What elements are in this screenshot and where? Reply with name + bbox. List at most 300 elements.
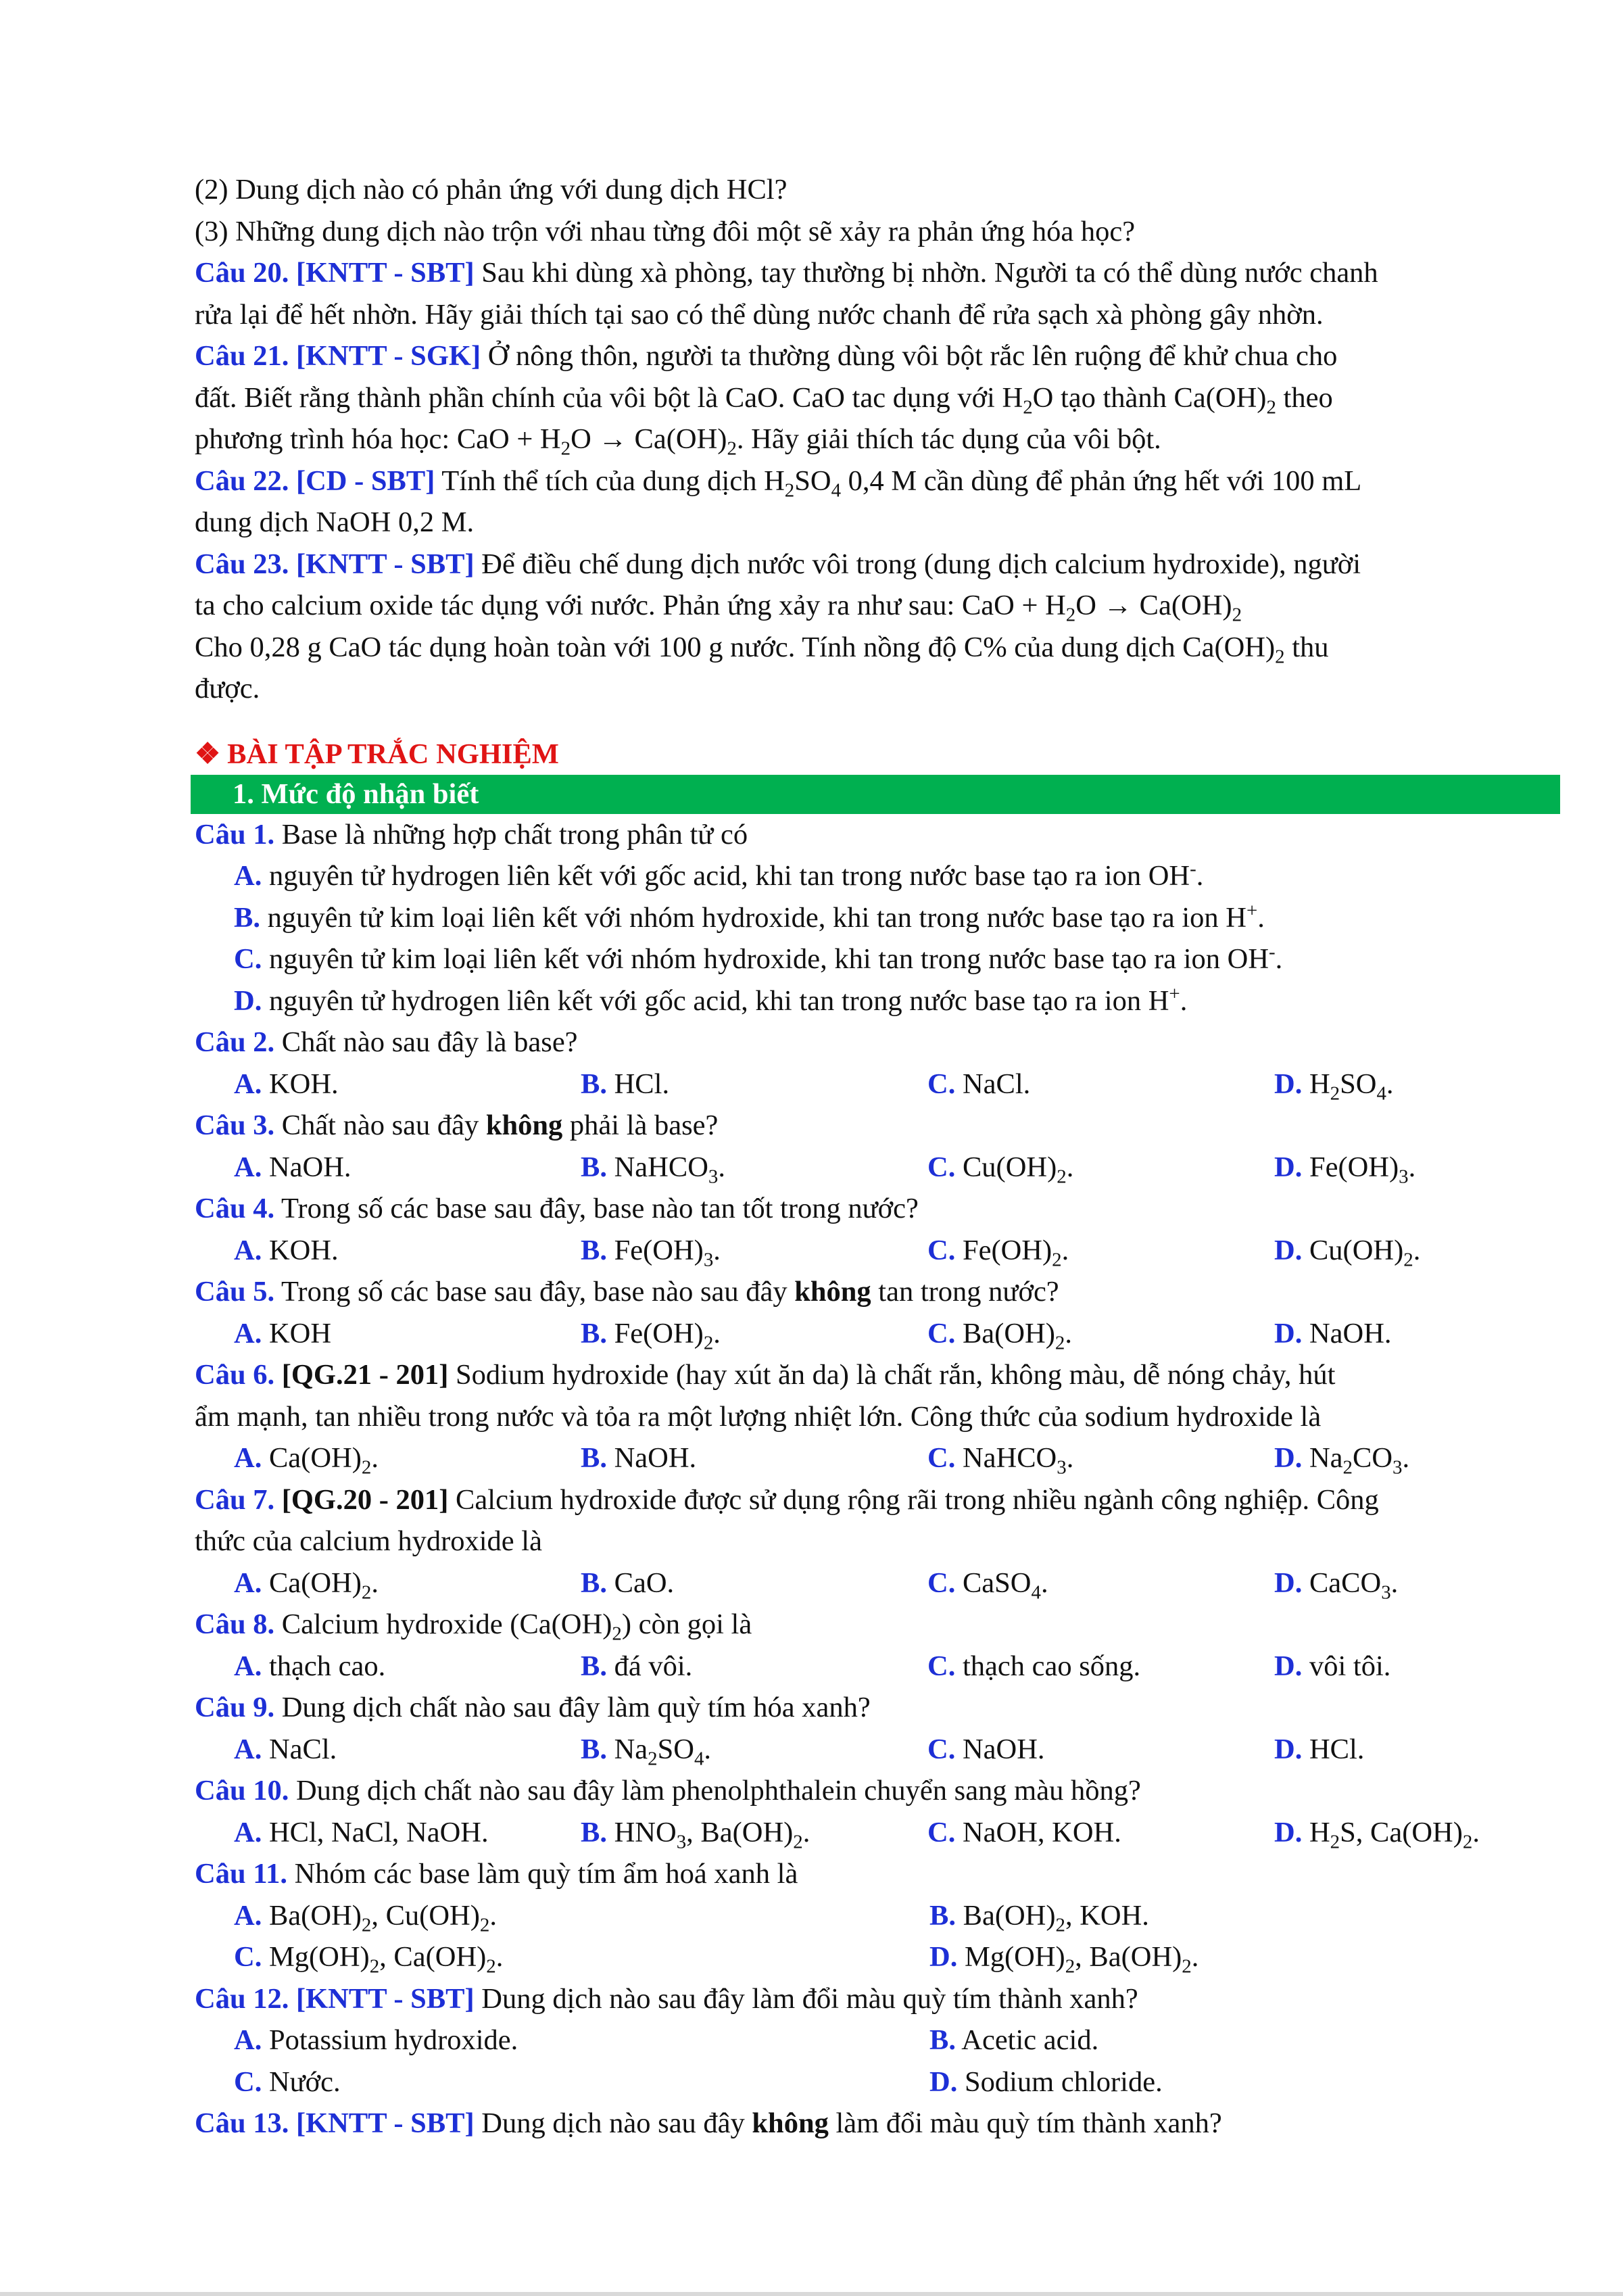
option-letter: C.: [927, 1317, 956, 1349]
option-text: Ca(OH): [262, 1566, 362, 1599]
superscript: +: [1169, 982, 1180, 1005]
option-letter: A.: [234, 1899, 262, 1932]
text: .: [1275, 943, 1283, 975]
options-row: [195, 1313, 1522, 1355]
option-B: [581, 1063, 927, 1105]
option-text: KOH.: [262, 1234, 339, 1266]
option-B: [581, 1646, 927, 1688]
option-C: [927, 1147, 1274, 1189]
option-C: [927, 1646, 1274, 1688]
option-text: Ba(OH): [955, 1899, 1056, 1932]
diamond-icon: ❖: [195, 738, 221, 770]
text: . Hãy giải thích tác dụng của vôi bột.: [736, 423, 1161, 455]
option-text: nguyên tử kim loại liên kết với nhóm hydroxide, khi tan trong nước base tạo ra ion OH: [262, 943, 1269, 975]
emphasis: không: [485, 1109, 563, 1141]
option-text: Ba(OH): [955, 1317, 1055, 1349]
question-label: Câu 10.: [195, 1775, 289, 1807]
option-letter: C.: [234, 1941, 262, 1973]
question-label: Câu 3.: [195, 1109, 275, 1141]
option-text: Fe(OH): [606, 1234, 704, 1266]
option-letter: C.: [927, 1650, 956, 1682]
option-C: [195, 938, 1522, 980]
option-B: [581, 1562, 927, 1604]
essay-question-22-cont: dung dịch NaOH 0,2 M.: [195, 506, 475, 538]
options-row: [195, 2061, 1522, 2103]
subscript: 2: [1065, 1955, 1075, 1978]
options-row: [195, 1936, 1522, 1978]
text: .: [371, 1442, 379, 1474]
subscript: 2: [361, 1914, 372, 1936]
question-text: làm đổi màu quỳ tím thành xanh?: [828, 2107, 1222, 2139]
option-text: NaOH.: [262, 1151, 352, 1183]
subscript: 3: [708, 1166, 719, 1187]
question-label: Câu 21. [KNTT - SGK]: [195, 340, 481, 372]
question-label: Câu 2.: [195, 1026, 275, 1058]
option-D: [1274, 1812, 1480, 1854]
question-label: Câu 13. [KNTT - SBT]: [195, 2107, 475, 2139]
question-text: Sau khi dùng xà phòng, tay thường bị nhờn. Người ta có thể dùng nước chanh: [474, 257, 1378, 289]
option-letter: B.: [581, 1733, 607, 1765]
subscript: 2: [1275, 646, 1285, 667]
text: phương trình hóa học: CaO + H: [195, 423, 561, 455]
option-text: HNO: [606, 1816, 677, 1848]
superscript: +: [1246, 899, 1258, 922]
subscript: 2: [1403, 1249, 1413, 1270]
text: .: [1257, 901, 1265, 934]
subscript: 4: [831, 479, 842, 501]
option-text: HCl.: [606, 1068, 670, 1100]
mc-question-7: [195, 1479, 1522, 1521]
question-label: Câu 6.: [195, 1359, 275, 1391]
question-label: Câu 1.: [195, 818, 275, 851]
option-letter: C.: [927, 1068, 956, 1100]
option-B: [581, 1729, 927, 1771]
source-tag: [QG.20 - 201]: [274, 1483, 449, 1516]
option-D: [195, 980, 1522, 1022]
option-B: [581, 1230, 927, 1272]
option-letter: A.: [234, 1068, 262, 1100]
option-C: [927, 1063, 1274, 1105]
option-D: [1274, 1437, 1409, 1479]
section-title: BÀI TẬP TRẮC NGHIỆM: [227, 738, 559, 770]
option-letter: B.: [581, 1234, 607, 1266]
option-letter: C.: [234, 2065, 262, 2098]
subscript: 2: [361, 1581, 372, 1603]
subscript: 2: [1182, 1955, 1192, 1978]
text: .: [713, 1234, 721, 1266]
option-A: [234, 1147, 581, 1189]
subscript: 2: [1052, 1249, 1062, 1270]
options-row: [195, 1895, 1522, 1937]
mc-question-3: [195, 1105, 1522, 1147]
option-letter: D.: [929, 1941, 958, 1973]
essay-question-20: [195, 252, 1522, 294]
question-label: Câu 12. [KNTT - SBT]: [195, 1982, 475, 2015]
subscript: 2: [1065, 604, 1076, 626]
subscript: 2: [361, 1456, 372, 1479]
text: theo: [1276, 381, 1333, 414]
text: S, Ca(OH): [1340, 1816, 1463, 1848]
option-text: thạch cao sống.: [955, 1650, 1141, 1682]
option-text: Mg(OH): [262, 1941, 370, 1973]
option-D: [1274, 1063, 1394, 1105]
page-bottom-rule: [0, 2292, 1623, 2296]
option-letter: B.: [581, 1650, 607, 1682]
option-letter: A.: [234, 860, 262, 892]
option-text: Ba(OH): [262, 1899, 362, 1932]
essay-question-20-cont: rửa lại để hết nhờn. Hãy giải thích tại sao có thể dùng nước chanh để rửa sạch xà phòng gây nhờn.: [195, 298, 1324, 331]
option-text: H: [1302, 1816, 1330, 1848]
text: .: [802, 1816, 810, 1848]
option-D: [1274, 1313, 1392, 1355]
option-letter: C.: [927, 1442, 956, 1474]
question-text: Ở nông thôn, người ta thường dùng vôi bột rắc lên ruộng để khử chua cho: [481, 340, 1338, 372]
text: , KOH.: [1065, 1899, 1149, 1932]
option-A: [234, 1812, 581, 1854]
question-label: Câu 5.: [195, 1276, 275, 1308]
option-letter: A.: [234, 1816, 262, 1848]
options-row: [195, 1437, 1522, 1479]
text: .: [1065, 1317, 1072, 1349]
text: .: [1390, 1566, 1399, 1599]
option-letter: D.: [1274, 1442, 1303, 1474]
text: .: [1408, 1151, 1416, 1183]
text: .: [489, 1899, 497, 1932]
text: Cho 0,28 g CaO tác dụng hoàn toàn với 100 g nước. Tính nồng độ C% của dung dịch Ca(OH): [195, 631, 1276, 663]
option-D: [1274, 1562, 1398, 1604]
option-B: [581, 1812, 927, 1854]
option-text: CaSO: [955, 1566, 1032, 1599]
superscript: -: [1190, 857, 1196, 880]
option-A: [234, 1729, 581, 1771]
essay-question-22: [195, 460, 1522, 502]
subscript: 2: [560, 437, 571, 460]
option-A: [234, 1646, 581, 1688]
option-D: [929, 2061, 1163, 2103]
subscript: 4: [694, 1748, 704, 1769]
question-text: Trong số các base sau đây, base nào sau đây: [274, 1276, 795, 1308]
intro-question-3: (3) Những dung dịch nào trộn với nhau từng đôi một sẽ xảy ra phản ứng hóa học?: [195, 215, 1136, 247]
option-letter: A.: [234, 1566, 262, 1599]
mc-question-12: [195, 1978, 1522, 2020]
text: SO: [1340, 1068, 1377, 1100]
options-row: [195, 1063, 1522, 1105]
question-text: Chất nào sau đây: [274, 1109, 486, 1141]
question-label: Câu 9.: [195, 1692, 275, 1723]
option-text: NaOH.: [1302, 1317, 1392, 1349]
subscript: 2: [1462, 1831, 1473, 1852]
option-A: [234, 1437, 581, 1479]
option-D: [929, 1936, 1198, 1978]
text: .: [1061, 1234, 1069, 1266]
option-text: NaCl.: [955, 1068, 1031, 1100]
subscript: 3: [1392, 1456, 1403, 1479]
option-text: HCl, NaCl, NaOH.: [262, 1816, 489, 1848]
text: , Ca(OH): [379, 1941, 487, 1973]
option-letter: B.: [234, 901, 260, 934]
question-label: Câu 23. [KNTT - SBT]: [195, 548, 475, 580]
subscript: 2: [1330, 1831, 1340, 1852]
text: .: [1191, 1941, 1199, 1973]
option-text: thạch cao.: [262, 1650, 386, 1682]
option-letter: C.: [927, 1733, 956, 1765]
option-D: [1274, 1729, 1364, 1771]
option-D: [1274, 1230, 1420, 1272]
superscript: -: [1269, 940, 1276, 963]
question-text: Trong số các base sau đây, base nào tan tốt trong nước?: [274, 1193, 919, 1224]
option-letter: D.: [1274, 1151, 1303, 1183]
option-text: Fe(OH): [606, 1317, 704, 1349]
subscript: 2: [703, 1332, 714, 1354]
text: O → Ca(OH): [571, 423, 727, 455]
option-text: Fe(OH): [955, 1234, 1052, 1266]
subscript: 2: [1330, 1082, 1340, 1104]
mc-question-2: [195, 1022, 1522, 1063]
mc-question-8: [195, 1604, 1522, 1646]
option-text: NaOH.: [606, 1442, 697, 1474]
subscript: 2: [486, 1955, 496, 1978]
subscript: 2: [727, 437, 737, 460]
option-text: Nước.: [262, 2065, 341, 2098]
subscript: 2: [648, 1748, 658, 1769]
text: .: [1386, 1068, 1394, 1100]
mc-question-7-cont: thức của calcium hydroxide là: [195, 1525, 542, 1557]
text: 0,4 M cần dùng để phản ứng hết với 100 mL: [841, 464, 1362, 497]
text: .: [1413, 1234, 1421, 1266]
question-text: Dung dịch chất nào sau đây làm phenolphthalein chuyển sang màu hồng?: [289, 1775, 1141, 1807]
subscript: 2: [1023, 396, 1033, 418]
mc-question-9: [195, 1687, 1522, 1729]
text: , Ba(OH): [686, 1816, 794, 1848]
text: , Cu(OH): [371, 1899, 480, 1932]
subscript: 2: [1055, 1914, 1065, 1936]
mc-question-4: [195, 1188, 1522, 1230]
text: .: [1196, 860, 1204, 892]
text: .: [1402, 1442, 1410, 1474]
option-C: [927, 1437, 1274, 1479]
option-letter: D.: [1274, 1068, 1303, 1100]
level-banner: 1. Mức độ nhận biết: [191, 775, 1560, 814]
text: Tính thể tích của dung dịch H: [435, 464, 785, 497]
option-letter: B.: [581, 1566, 607, 1599]
option-letter: B.: [581, 1816, 607, 1848]
text: .: [1040, 1566, 1048, 1599]
option-A: [195, 855, 1522, 897]
option-B: [581, 1313, 927, 1355]
option-B: [195, 897, 1522, 939]
option-letter: B.: [581, 1068, 607, 1100]
option-text: NaOH.: [955, 1733, 1045, 1765]
subscript: 4: [1031, 1581, 1041, 1603]
text: .: [1180, 984, 1188, 1017]
question-label: Câu 8.: [195, 1608, 275, 1640]
option-letter: C.: [927, 1816, 956, 1848]
question-label: Câu 7.: [195, 1483, 275, 1516]
option-letter: D.: [1274, 1733, 1303, 1765]
option-text: NaHCO: [955, 1442, 1057, 1474]
option-text: CaO.: [606, 1566, 675, 1599]
option-text: Fe(OH): [1302, 1151, 1399, 1183]
subscript: 2: [784, 479, 795, 501]
option-letter: A.: [234, 1151, 262, 1183]
text: .: [713, 1317, 721, 1349]
text: .: [704, 1733, 712, 1765]
option-text: nguyên tử hydrogen liên kết với gốc acid, khi tan trong nước base tạo ra ion H: [262, 984, 1169, 1017]
options-row: [195, 1147, 1522, 1189]
option-D: [1274, 1147, 1415, 1189]
question-text: Base là những hợp chất trong phân tử có: [274, 818, 748, 851]
question-label: Câu 4.: [195, 1193, 275, 1224]
subscript: 2: [793, 1831, 803, 1852]
option-C: [927, 1812, 1274, 1854]
subscript: 2: [1266, 396, 1276, 418]
option-A: [234, 1230, 581, 1272]
option-letter: D.: [1274, 1816, 1303, 1848]
subscript: 4: [1376, 1082, 1386, 1104]
option-A: [234, 2019, 929, 2061]
mc-question-6-cont: ẩm mạnh, tan nhiều trong nước và tỏa ra một lượng nhiệt lớn. Công thức của sodium hydroxide là: [195, 1400, 1322, 1433]
options-row: [195, 1812, 1522, 1854]
subscript: 2: [1057, 1166, 1067, 1187]
option-letter: C.: [927, 1566, 956, 1599]
essay-question-21: [195, 335, 1522, 377]
question-text: Dung dịch nào sau đây: [474, 2107, 752, 2139]
option-text: Potassium hydroxide.: [262, 2024, 518, 2056]
mc-question-13: [195, 2103, 1522, 2145]
option-text: CaCO: [1302, 1566, 1382, 1599]
option-B: [581, 1437, 927, 1479]
option-A: [234, 1895, 929, 1937]
question-text: Dung dịch chất nào sau đây làm quỳ tím hóa xanh?: [274, 1692, 871, 1723]
essay-question-23-cont2: [195, 627, 1522, 669]
mc-question-5: [195, 1271, 1522, 1313]
mc-question-1: [195, 814, 1522, 856]
subscript: 3: [1057, 1456, 1067, 1479]
text: SO: [794, 464, 831, 497]
option-C: [927, 1729, 1274, 1771]
option-text: Na: [606, 1733, 648, 1765]
option-B: [929, 2019, 1098, 2061]
subscript: 2: [369, 1955, 380, 1978]
question-label: Câu 11.: [195, 1858, 287, 1890]
option-text: Na: [1302, 1442, 1343, 1474]
option-text: vôi tôi.: [1302, 1650, 1391, 1682]
option-letter: A.: [234, 1317, 262, 1349]
essay-question-21-cont: [195, 377, 1522, 419]
essay-question-23: [195, 544, 1522, 585]
text: O → Ca(OH): [1075, 590, 1232, 621]
options-row: [195, 2019, 1522, 2061]
option-A: [234, 1063, 581, 1105]
option-text: KOH.: [262, 1068, 339, 1100]
text: O tạo thành Ca(OH): [1032, 381, 1267, 414]
option-letter: C.: [927, 1151, 956, 1183]
mc-question-11: [195, 1853, 1522, 1895]
question-text: tan trong nước?: [871, 1276, 1059, 1308]
option-text: KOH: [262, 1317, 332, 1349]
mc-question-10: [195, 1770, 1522, 1812]
option-letter: D.: [929, 2065, 958, 2098]
option-C: [927, 1230, 1274, 1272]
subscript: 2: [1055, 1332, 1065, 1354]
subscript: 2: [1342, 1456, 1353, 1479]
options-row: [195, 1729, 1522, 1771]
options-row: [195, 1646, 1522, 1688]
section-heading: [195, 734, 1522, 775]
text: .: [1066, 1442, 1074, 1474]
text: .: [718, 1151, 725, 1183]
question-text: Sodium hydroxide (hay xút ăn da) là chất rắn, không màu, dễ nóng chảy, hút: [448, 1359, 1336, 1391]
source-tag: [QG.21 - 201]: [274, 1359, 449, 1391]
question-text: Dung dịch nào sau đây làm đổi màu quỳ tím thành xanh?: [474, 1982, 1138, 2015]
text: CO: [1352, 1442, 1393, 1474]
subscript: 3: [703, 1249, 714, 1270]
option-letter: B.: [581, 1317, 607, 1349]
option-letter: D.: [234, 984, 262, 1017]
option-C: [234, 1936, 929, 1978]
subscript: 3: [1399, 1166, 1409, 1187]
text: Để điều chế dung dịch nước vôi trong (dung dịch calcium hydroxide), người: [474, 548, 1361, 580]
text: SO: [657, 1733, 694, 1765]
question-label: Câu 20. [KNTT - SBT]: [195, 257, 475, 289]
option-text: NaCl.: [262, 1733, 337, 1765]
question-text: Calcium hydroxide (Ca(OH): [274, 1608, 612, 1640]
option-letter: D.: [1274, 1566, 1303, 1599]
option-text: Cu(OH): [1302, 1234, 1404, 1266]
option-text: đá vôi.: [606, 1650, 693, 1682]
option-text: nguyên tử hydrogen liên kết với gốc acid, khi tan trong nước base tạo ra ion OH: [262, 860, 1190, 892]
essay-question-23-cont: [195, 585, 1522, 627]
option-text: NaOH, KOH.: [955, 1816, 1121, 1848]
question-text: Calcium hydroxide được sử dụng rộng rãi trong nhiều ngành công nghiệp. Công: [448, 1483, 1379, 1516]
text: .: [371, 1566, 379, 1599]
mc-question-6: [195, 1354, 1522, 1396]
option-letter: D.: [1274, 1317, 1303, 1349]
text: .: [495, 1941, 504, 1973]
intro-question-2: (2) Dung dịch nào có phản ứng với dung dịch HCl?: [195, 174, 788, 206]
option-text: Sodium chloride.: [957, 2065, 1163, 2098]
option-text: Acetic acid.: [955, 2024, 1099, 2056]
option-letter: A.: [234, 1234, 262, 1266]
option-letter: D.: [1274, 1234, 1303, 1266]
question-text: Nhóm các base làm quỳ tím ẩm hoá xanh là: [287, 1858, 798, 1890]
option-text: NaHCO: [606, 1151, 708, 1183]
text: thu: [1284, 631, 1329, 663]
option-letter: B.: [929, 2024, 956, 2056]
text: .: [1472, 1816, 1480, 1848]
option-C: [234, 2061, 929, 2103]
option-text: Cu(OH): [955, 1151, 1057, 1183]
text: , Ba(OH): [1075, 1941, 1182, 1973]
option-letter: A.: [234, 1650, 262, 1682]
option-A: [234, 1562, 581, 1604]
option-A: [234, 1313, 581, 1355]
option-letter: B.: [929, 1899, 956, 1932]
option-letter: C.: [234, 943, 262, 975]
option-text: nguyên tử kim loại liên kết với nhóm hydroxide, khi tan trong nước base tạo ra ion H: [260, 901, 1246, 934]
option-C: [927, 1562, 1274, 1604]
subscript: 2: [479, 1914, 490, 1936]
option-letter: C.: [927, 1234, 956, 1266]
subscript: 2: [1232, 604, 1242, 626]
emphasis: không: [794, 1276, 871, 1308]
text: đất. Biết rằng thành phần chính của vôi bột là CaO. CaO tac dụng với H: [195, 381, 1023, 414]
option-text: H: [1302, 1068, 1330, 1100]
option-text: Mg(OH): [957, 1941, 1065, 1973]
question-label: Câu 22. [CD - SBT]: [195, 464, 435, 497]
option-text: HCl.: [1302, 1733, 1365, 1765]
essay-question-21-cont2: [195, 418, 1522, 460]
